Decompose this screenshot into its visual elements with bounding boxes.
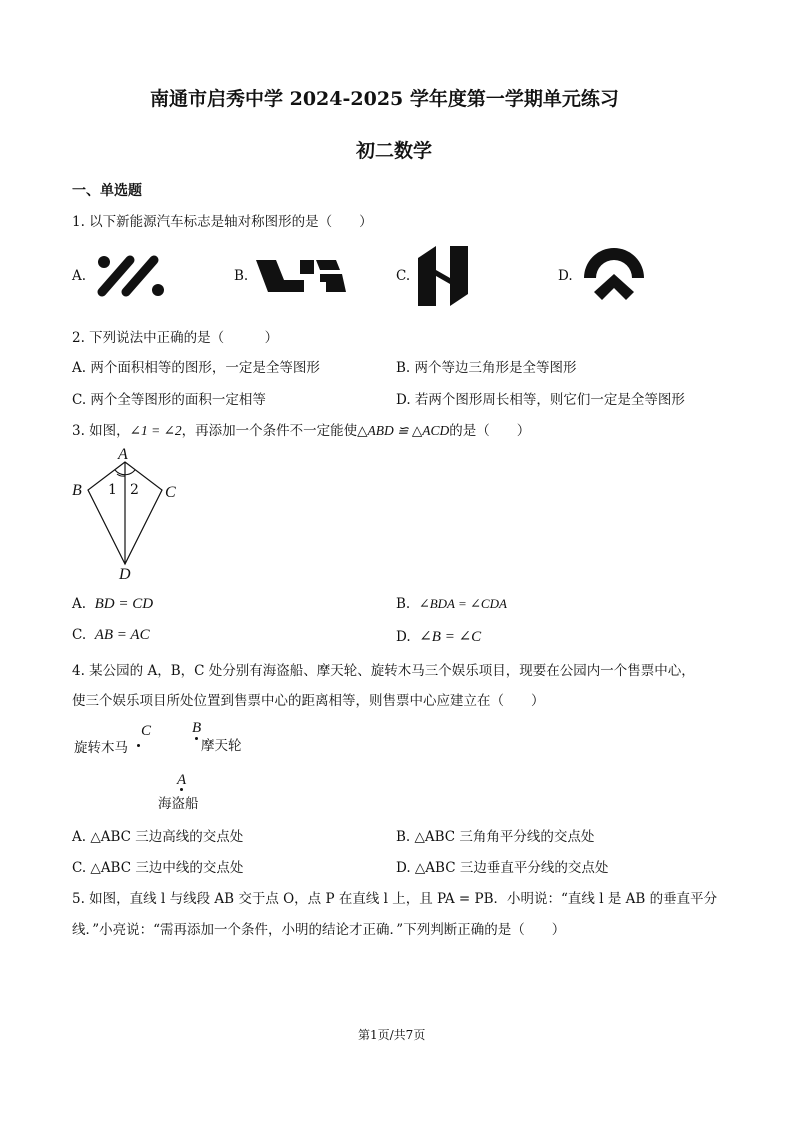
li-auto-logo-icon bbox=[254, 256, 350, 296]
page-subtitle: 初二数学 bbox=[356, 140, 433, 162]
q3-option-c-prefix: C. bbox=[72, 627, 87, 643]
q4-pirate-label: 海盗船 bbox=[158, 796, 199, 812]
q4-carousel-label: 旋转木马 bbox=[74, 740, 128, 756]
double-slash-logo-icon bbox=[92, 252, 172, 300]
question-1-stem: 1. 以下新能源汽车标志是轴对称图形的是（ ） bbox=[72, 214, 373, 230]
q1-option-a-label: A. bbox=[72, 268, 87, 284]
q3-label-c: C bbox=[165, 484, 176, 501]
question-3-stem bbox=[72, 419, 530, 439]
q1-option-b-label: B. bbox=[234, 268, 249, 284]
n-shape-logo-icon bbox=[416, 244, 472, 308]
question-4-line-1: 4. 某公园的 A，B，C 处分别有海盗船、摩天轮、旋转木马三个娱乐项目，现要在公园内一个售票中心， bbox=[72, 663, 695, 679]
q4-option-c: C. △ABC 三边中线的交点处 bbox=[72, 860, 244, 876]
section-heading: 一、单选题 bbox=[72, 183, 142, 199]
q3-option-d-math: ∠B = ∠C bbox=[419, 629, 482, 645]
q3-option-c bbox=[72, 627, 150, 644]
q3-label-d: D bbox=[119, 566, 131, 583]
q2-option-c: C. 两个全等图形的面积一定相等 bbox=[72, 392, 266, 408]
q4-point-c-dot bbox=[137, 744, 140, 747]
q4-label-b: B bbox=[192, 720, 202, 736]
q4-point-b-dot bbox=[195, 737, 198, 740]
q3-congruence: △ABD ≌ △ACD bbox=[357, 423, 450, 438]
q3-option-a-prefix: A. bbox=[72, 596, 87, 612]
q4-label-a: A bbox=[177, 772, 187, 788]
question-5-line-2: 线．”小亮说：“需再添加一个条件，小明的结论才正确．”下列判断正确的是（ ） bbox=[72, 922, 566, 938]
q1-option-c-label: C. bbox=[396, 268, 411, 284]
q3-option-d bbox=[396, 627, 481, 646]
q3-label-b: B bbox=[72, 482, 82, 499]
q3-option-b-math: ∠BDA = ∠CDA bbox=[418, 596, 507, 611]
question-5-line-1: 5. 如图，直线 l 与线段 AB 交于点 O，点 P 在直线 l 上，且 PA = PB．小明说：“直线 l 是 AB 的垂直平分 bbox=[72, 891, 718, 907]
q3-angle-1-label: 1 bbox=[108, 482, 117, 498]
q3-option-b-prefix: B. bbox=[396, 596, 411, 612]
q3-option-a bbox=[72, 596, 153, 613]
q3-option-b bbox=[396, 596, 507, 612]
q2-option-d: D. 若两个图形周长相等，则它们一定是全等图形 bbox=[396, 392, 685, 408]
q4-option-b: B. △ABC 三角角平分线的交点处 bbox=[396, 829, 595, 845]
question-4-line-2: 使三个娱乐项目所处位置到售票中心的距离相等，则售票中心应建立在（ ） bbox=[72, 693, 545, 709]
q1-option-d-label: D. bbox=[558, 268, 573, 284]
q3-kite-figure bbox=[70, 444, 200, 584]
q4-point-a-dot bbox=[180, 788, 183, 791]
arch-chevron-logo-icon bbox=[580, 244, 648, 308]
q3-option-d-prefix: D. bbox=[396, 629, 411, 645]
question-2-stem: 2. 下列说法中正确的是（ ） bbox=[72, 330, 279, 346]
q3-option-a-math: BD = CD bbox=[94, 596, 154, 612]
q2-option-b: B. 两个等边三角形是全等图形 bbox=[396, 360, 577, 376]
q3-label-a: A bbox=[118, 446, 128, 463]
q3-angle-2-label: 2 bbox=[130, 482, 139, 498]
page-number: 第1页/共7页 bbox=[358, 1028, 426, 1042]
q4-option-a: A. △ABC 三边高线的交点处 bbox=[72, 829, 244, 845]
q3-option-c-math: AB = AC bbox=[94, 627, 150, 643]
page-title: 南通市启秀中学 2024-2025 学年度第一学期单元练习 bbox=[150, 88, 619, 110]
q3-stem-middle: ，再添加一个条件不一定能使 bbox=[181, 423, 358, 439]
q3-stem-prefix: 3. 如图， bbox=[72, 423, 130, 439]
q4-label-c: C bbox=[141, 723, 152, 739]
q3-angle-condition: ∠1 = ∠2 bbox=[129, 423, 182, 438]
q3-stem-suffix: 的是（ ） bbox=[449, 423, 531, 439]
q4-ferris-label: 摩天轮 bbox=[201, 738, 242, 754]
q4-option-d: D. △ABC 三边垂直平分线的交点处 bbox=[396, 860, 609, 876]
q2-option-a: A. 两个面积相等的图形，一定是全等图形 bbox=[72, 360, 320, 376]
